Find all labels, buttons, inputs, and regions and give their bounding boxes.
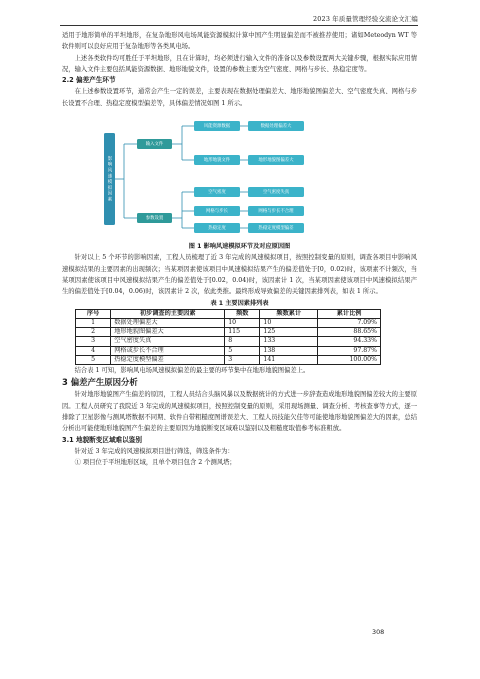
figure-connectors [62,115,417,237]
paragraph: 适用于地形简单的平坦地形，在复杂地形风电场风能资源模拟计算中国产生明显偏差而不被推荐使用；诸如Meteodyn WT 等软件则可以良好应用于复杂地形等各类风电场。 [62,32,417,51]
figure-note-grid-step: 网格与步长不合理 [248,206,304,216]
figure-1 [62,115,417,237]
table-cell: 4 [76,346,111,355]
figure-node-grid-step: 网格与步长 [194,206,240,216]
table-caption: 表 1 主要因素排列表 [210,299,269,307]
table-cell: 5 [76,355,111,364]
table-header-cell: 初步调查的主要因素 [111,309,225,318]
figure-node-terrain-file: 地形地貌文件 [194,155,240,165]
table-cell: 3 [225,355,260,364]
figure-root-node: 影响风速模拟因素 [104,133,115,225]
paragraph: 针对以上 5 个环节的影响因素，工程人员梳理了近 3 年完成的风速模拟项目，按照控制变量的原则，调查各项目中影响风速模拟结果的主要因素的出现频次；当某项因素使该项目中风速模拟结果产生的偏差值处于[0，0.02)时，该项素不计频次，当某项因素使该项目中风速模拟结果产生的偏差值处于[0.02，0.04)时，该因素计 1 次，当某项因素使该项目中风速模拟结果产生的偏差值处于[0.04，0.06)时，该因素计 2 次，依此类推。最终形成导致偏差的关键因素排列表，如表 1 所示。 [62,254,417,296]
table-cell: 网格或步长不合理 [111,346,225,355]
factor-table [75,309,381,365]
header-rule [60,25,418,26]
table-cell: 地形地貌图偏差大 [111,328,225,337]
paragraph: 在上述参数设置环节，通常会产生一定的误差，主要表现在数据处理偏差大、地形地貌图偏差大、空气密度失真、网格与步长设置不合理、热稳定度模型偏差等，具体偏差情况如图 1 所示。 [62,88,417,107]
table-header-cell: 序号 [76,309,111,318]
table-cell: 3 [76,337,111,346]
table-cell: 125 [260,328,318,337]
figure-note-air-density: 空气密度失真 [248,187,304,197]
table-cell: 2 [76,328,111,337]
table-row [76,319,381,328]
table-header-row [76,309,381,318]
figure-note-data-processing: 数据处理偏差大 [248,121,304,131]
table-header-cell: 频数累计 [260,309,318,318]
paragraph: 上述各类软件均可胜任于平坦地形，且在计算时，均必须进行输入文件的准备以及参数设置两大关键步骤，根据实际应用情况，输入文件主要包括风能资源数据、地形地貌文件，设置的参数主要为空气密度、网格与步长、热稳定度等。 [62,54,417,73]
table-cell: 空气密度失真 [111,337,225,346]
paragraph: 针对近 3 年完成的风速模拟项目进行筛选，筛选条件为： [74,447,234,455]
table-cell: 10 [225,319,260,328]
table-row [76,355,381,364]
table-cell: 115 [225,328,260,337]
table-cell: 94.33% [318,337,381,346]
table-cell: 97.87% [318,346,381,355]
table-cell: 100.00% [318,355,381,364]
table-row [76,337,381,346]
section-heading-3: 3 偏差产生原因分析 [62,377,138,388]
section-heading-2-2: 2.2 偏差产生环节 [62,76,116,85]
table-cell: 88.65% [318,328,381,337]
paragraph: 结合表 1 可知，影响风电场风速模拟偏差的最主要的环节集中在地形地貌图偏差上。 [74,367,310,375]
table-cell: 5 [225,346,260,355]
figure-note-thermal-model: 热稳定度模型偏差 [248,223,304,233]
page-body [62,30,417,468]
figure-node-input-file: 输入文件 [137,139,172,149]
table-cell: 133 [260,337,318,346]
table-cell: 10 [260,319,318,328]
table-cell: 1 [76,319,111,328]
table-header-cell: 累计比例 [318,309,381,318]
table-cell: 热稳定度模型偏差 [111,355,225,364]
figure-node-air-density: 空气密度 [194,187,240,197]
table-cell: 138 [260,346,318,355]
section-heading-3-1: 3.1 地貌断变区域难以鉴别 [62,435,142,444]
figure-node-parameter-setting: 参数设置 [137,213,172,223]
page-number: 308 [372,628,385,636]
paragraph: 针对地形地貌图产生偏差的原因，工程人员结合头脑风暴以及数据统计的方式进一步辞查造成地形地貌图偏差较大的主要原因。工程人员研究了我院近 3 年完成的风速模拟项目，按照控制变量的原则，采用现场测量、调查分析、考核查事等方式，逐一排除了卫星影像与测风塔数据不同期、软件自带粗糙度图谱误差大、工程人员技能欠佳等可能使地形地貌图偏差大的因素，总结分析出可能使地形地貌图产生偏差的主要原因为地貌断变区域难以鉴别以及粗糙度取值参考标准粗放。 [62,391,417,433]
table-header-cell: 频数 [225,309,260,318]
running-header: 2023 年质量管理经验交流论文汇编 [313,15,418,23]
figure-note-terrain-deviation: 地形地貌图偏差大 [248,155,304,165]
table-cell: 8 [225,337,260,346]
table-row [76,328,381,337]
paragraph: ① 项目位于平坦地形区域，且单个项目包含 2 个测风塔； [74,459,236,467]
table-cell: 141 [260,355,318,364]
figure-caption: 图 1 影响风速模拟环节及对应原因图 [188,243,291,251]
table-cell: 7.09% [318,319,381,328]
table-cell: 数据处理偏差大 [111,319,225,328]
figure-node-thermal-stability: 热稳定度 [194,223,240,233]
table-row [76,346,381,355]
figure-node-wind-data: 风能资源数据 [194,121,240,131]
